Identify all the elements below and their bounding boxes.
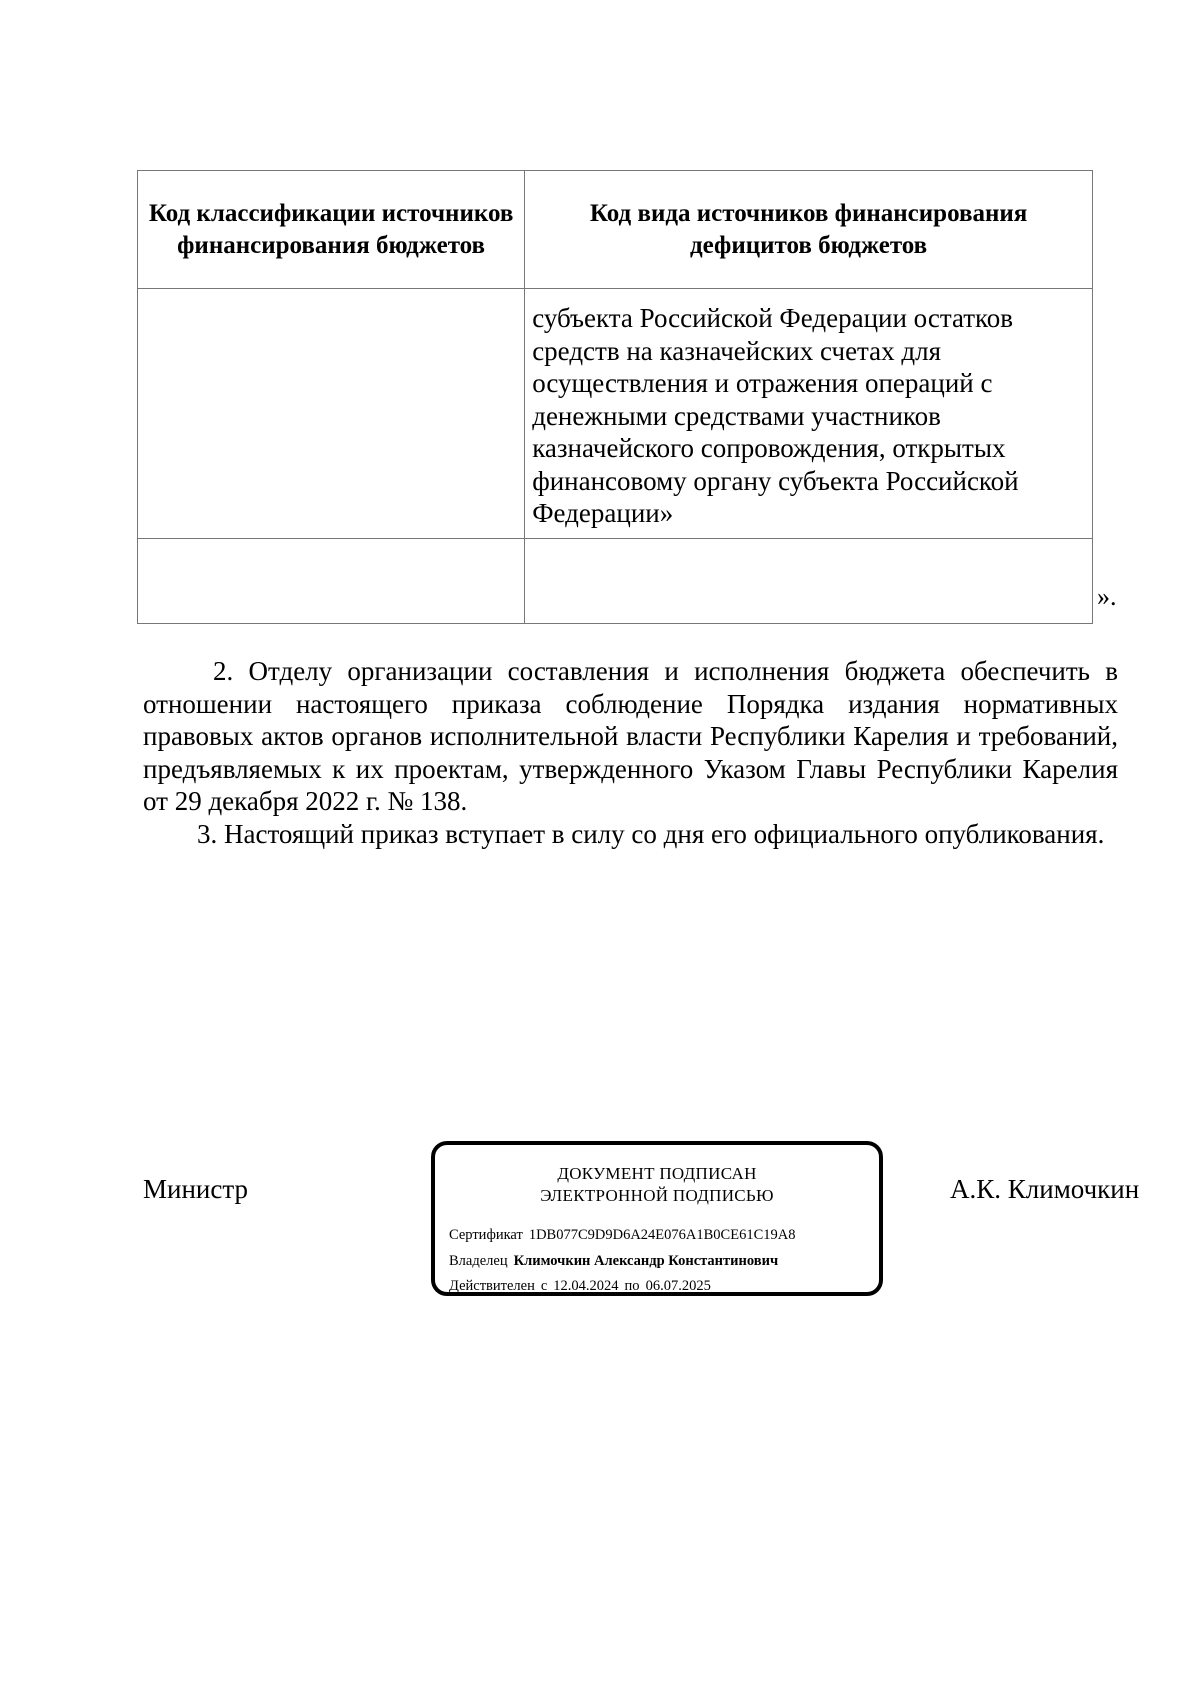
stamp-header-line-2: ЭЛЕКТРОННОЙ ПОДПИСЬЮ bbox=[540, 1186, 774, 1205]
table-row bbox=[138, 538, 1093, 623]
table-header-cell bbox=[138, 171, 525, 289]
header-classification-code: Код классификации источников финансирования бюджетов bbox=[148, 199, 514, 259]
table-closing-quote: ». bbox=[1097, 582, 1117, 611]
stamp-owner-label: Владелец bbox=[449, 1253, 508, 1269]
stamp-valid-to: 06.07.2025 bbox=[645, 1278, 711, 1294]
electronic-signature-stamp bbox=[431, 1141, 883, 1296]
paragraph-item-3 bbox=[143, 818, 1118, 851]
table-cell bbox=[525, 289, 1093, 539]
table-row bbox=[138, 289, 1093, 539]
row2-source-type-description bbox=[525, 539, 1092, 560]
stamp-certificate-line bbox=[449, 1226, 795, 1244]
paragraph-3-text: 3. Настоящий приказ вступает в силу со дня его официального опубликования. bbox=[197, 819, 1105, 849]
table-header-row bbox=[138, 171, 1093, 289]
row2-classification-code bbox=[138, 539, 524, 560]
stamp-valid-from-label: с bbox=[540, 1278, 548, 1294]
stamp-header-line-1: ДОКУМЕНТ ПОДПИСАН bbox=[557, 1164, 757, 1183]
stamp-valid-to-label: по bbox=[624, 1278, 640, 1294]
stamp-certificate-value: 1DB077C9D9D6A24E076A1B0CE61C19A8 bbox=[528, 1227, 796, 1243]
stamp-owner-line bbox=[449, 1252, 778, 1270]
header-source-type-code: Код вида источников финансирования дефицитов бюджетов bbox=[589, 199, 1028, 259]
table-cell bbox=[525, 538, 1093, 623]
signer-name: А.К. Климочкин bbox=[950, 1174, 1140, 1204]
stamp-header bbox=[435, 1163, 879, 1207]
stamp-certificate-label: Сертификат bbox=[449, 1227, 523, 1243]
table-cell bbox=[138, 538, 525, 623]
classification-table bbox=[137, 170, 1093, 624]
table-cell bbox=[138, 289, 525, 539]
stamp-valid-from: 12.04.2024 bbox=[553, 1278, 619, 1294]
row1-source-type-description: субъекта Российской Федерации остатков средств на казначейских счетах для осуществления и отражения операций с денежными средствами участников казначейского сопровождения, открытых финансовому органу субъекта Российской Федерации» bbox=[532, 303, 1019, 528]
signer-position: Министр bbox=[143, 1174, 248, 1204]
paragraph-2-text: 2. Отделу организации составления и исполнения бюджета обеспечить в отношении настоящего приказа соблюдение Порядка издания нормативных правовых актов органов исполнительной власти Республики Карелия и требований, предъявляемых к их проектам, утвержденного Указом Главы Республики Карелия от 29 декабря 2022 г. № 138. bbox=[143, 656, 1118, 816]
row1-classification-code bbox=[138, 289, 524, 310]
stamp-validity-label: Действителен bbox=[449, 1278, 535, 1294]
stamp-validity-line bbox=[449, 1277, 711, 1295]
paragraph-item-2 bbox=[143, 655, 1118, 818]
table-header-cell bbox=[525, 171, 1093, 289]
stamp-owner-value: Климочкин Александр Константинович bbox=[513, 1253, 779, 1269]
